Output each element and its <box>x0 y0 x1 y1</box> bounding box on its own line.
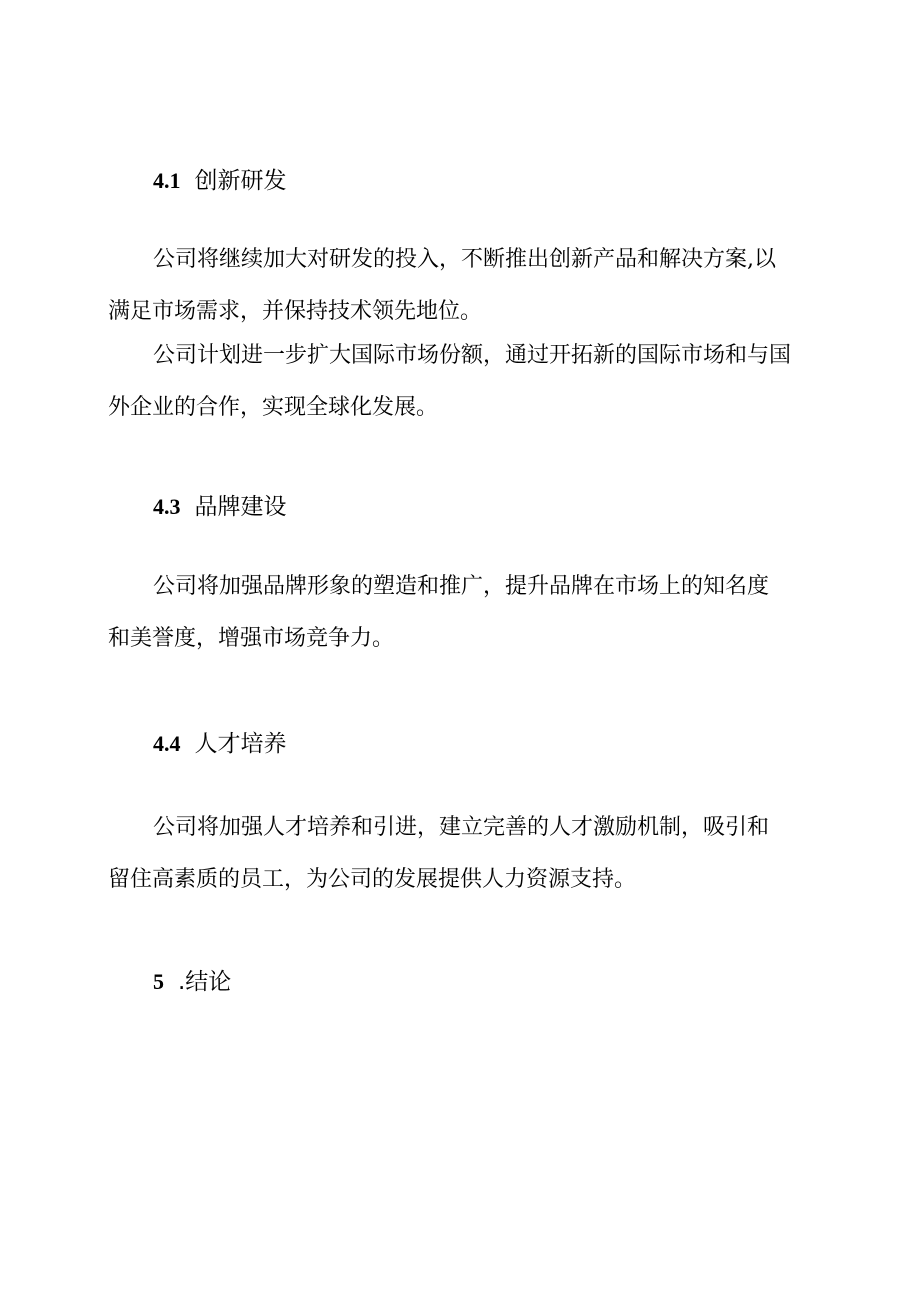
section-title: .结论 <box>178 969 232 995</box>
section-heading-4-3 <box>153 492 287 522</box>
paragraph-4-1-b <box>108 330 828 434</box>
paragraph-line: 留住高素质的员工，为公司的发展提供人力资源支持。 <box>108 867 637 892</box>
section-number: 4.4 <box>153 731 181 756</box>
paragraph-line: 满足市场需求，并保持技术领先地位。 <box>108 299 483 324</box>
section-title: 品牌建设 <box>194 494 287 520</box>
section-heading-5 <box>153 967 231 997</box>
section-number: 5 <box>153 969 164 994</box>
paragraph-line: 和美誉度，增强市场竞争力。 <box>108 626 395 651</box>
paragraph-line: 外企业的合作，实现全球化发展。 <box>108 395 439 420</box>
paragraph-line: 公司将加强人才培养和引进，建立完善的人才激励机制，吸引和 <box>153 815 770 840</box>
section-number: 4.3 <box>153 494 181 519</box>
paragraph-line: 公司计划进一步扩大国际市场份额，通过开拓新的国际市场和与国 <box>153 343 792 368</box>
paragraph-line: 公司将继续加大对研发的投入，不断推出创新产品和解决方案,以 <box>153 247 776 272</box>
paragraph-4-3 <box>108 561 828 665</box>
section-heading-4-1 <box>153 166 287 196</box>
paragraph-4-1-a <box>108 234 828 338</box>
section-title: 创新研发 <box>194 168 287 194</box>
section-title: 人才培养 <box>194 731 287 757</box>
section-heading-4-4 <box>153 729 287 759</box>
paragraph-4-4 <box>108 802 828 906</box>
section-number: 4.1 <box>153 168 181 193</box>
paragraph-line: 公司将加强品牌形象的塑造和推广，提升品牌在市场上的知名度 <box>153 574 770 599</box>
